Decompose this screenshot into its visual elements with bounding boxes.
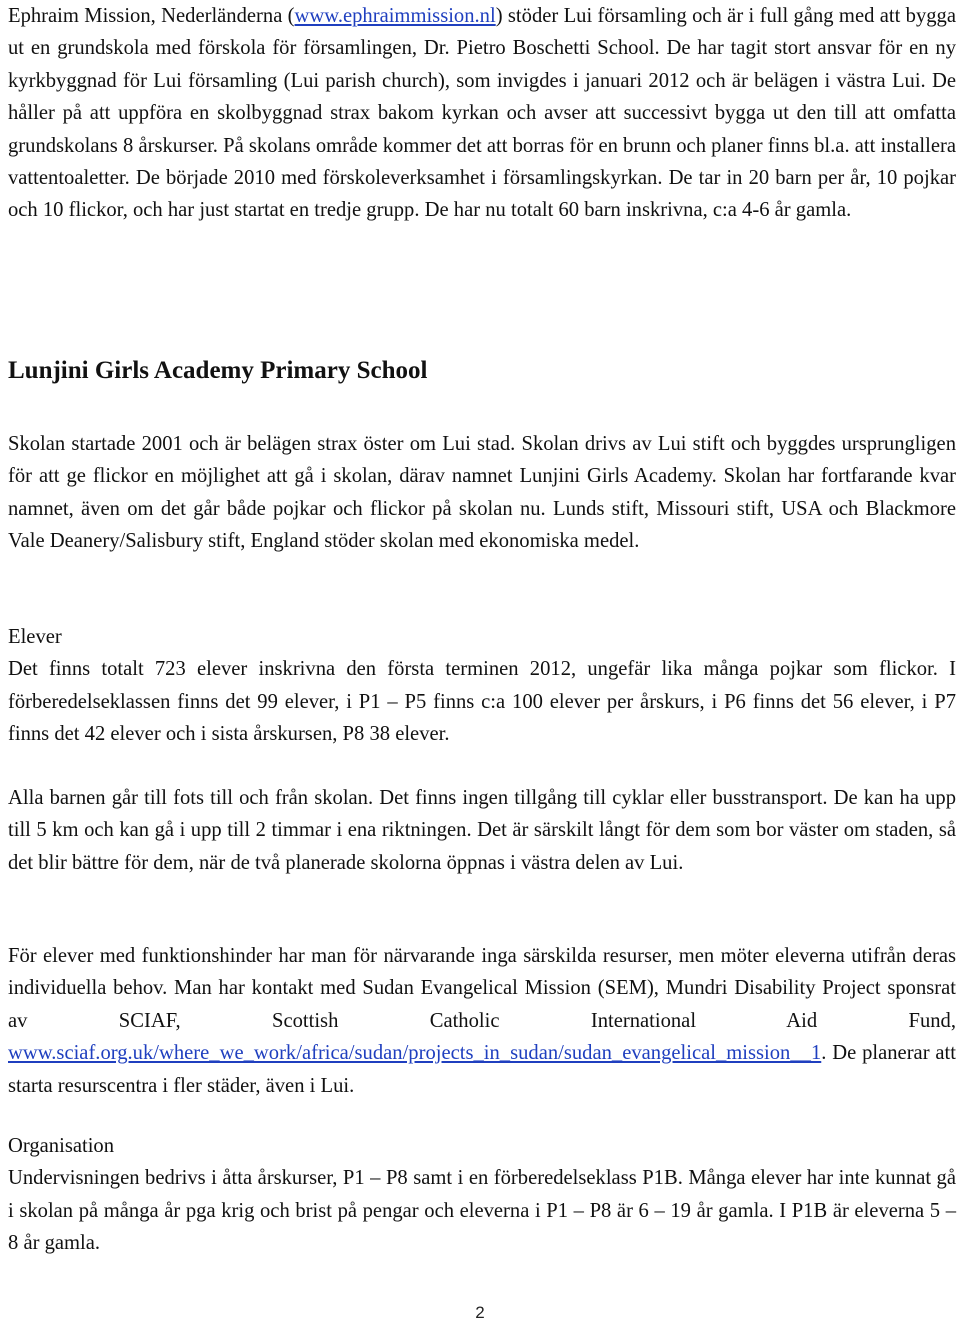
disability-paragraph bbox=[8, 940, 956, 1102]
organisation-text: Undervisningen bedrivs i åtta årskurser, P1 – P8 samt i en förberedelseklass P1B. Många elever har inte kunnat gå i skolan på många år pga krig och brist på pengar och eleverna i P1 – P8 är 6 – 19 år gamla. I P1B är eleverna 5 – 8 år gamla. bbox=[8, 1167, 956, 1255]
organisation-subheading: Organisation bbox=[8, 1135, 115, 1157]
intro-text-start: Ephraim Mission, Nederländerna ( bbox=[8, 5, 295, 27]
page-number: 2 bbox=[475, 1303, 485, 1322]
elever-section bbox=[8, 621, 956, 751]
school-paragraph: Skolan startade 2001 och är belägen strax öster om Lui stad. Skolan drivs av Lui stift och byggdes ursprungligen för att ge flickor en möjlighet att gå i skolan, därav namnet Lunjini Girls Academy. Skolan har fortfarande kvar namnet, även om det går både pojkar och flickor på skolan nu. Lunds stift, Missouri stift, USA och Blackmore Vale Deanery/Salisbury stift, England stöder skolan med ekonomiska medel. bbox=[8, 433, 956, 553]
sciaf-link[interactable]: www.sciaf.org.uk/where_we_work/africa/sudan/projects_in_sudan/sudan_evangelical_mission__1 bbox=[8, 1042, 822, 1065]
intro-paragraph bbox=[8, 0, 956, 227]
section-heading: Lunjini Girls Academy Primary School bbox=[8, 357, 428, 384]
elever-subheading: Elever bbox=[8, 626, 62, 648]
elever-text: Det finns totalt 723 elever inskrivna den första terminen 2012, ungefär lika många pojkar som flickor. I förberedelseklassen finns det 99 elever, i P1 – P5 finns c:a 100 elever per årskurs, i P6 finns det 56 elever, i P7 finns det 42 elever och i sista årskursen, P8 38 elever. bbox=[8, 658, 956, 746]
disability-text-rest: . De planerar att starta resurscentra i fler städer, även i Lui. bbox=[8, 1042, 956, 1097]
intro-text-rest: ) stöder Lui församling och är i full gång med att bygga ut en grundskola med förskola för församlingen, Dr. Pietro Boschetti School. De har tagit stort ansvar för en ny kyrkbyggnad för Lui församling (Lui parish church), som invigdes i januari 2012 och är belägen i västra Lui. De håller på att uppföra en skolbyggnad strax bakom kyrkan och avser att successivt bygga ut den till att omfatta grundskolans 8 årskurser. På skolans område kommer det att borras för en brunn och planer finns bl.a. att installera vattentoaletter. De började 2010 med förskoleverksamhet i församlingskyrkan. De tar in 20 barn per år, 10 pojkar och 10 flickor, och har just startat en tredje grupp. De har nu totalt 60 barn inskrivna, c:a 4-6 år gamla. bbox=[8, 5, 956, 222]
organisation-section bbox=[8, 1130, 956, 1260]
transport-paragraph: Alla barnen går till fots till och från skolan. Det finns ingen tillgång till cyklar eller busstransport. De kan ha upp till 5 km och kan gå i upp till 2 timmar i ena riktningen. Det är särskilt långt för dem som bor väster om staden, så det blir bättre för dem, när de två planerade skolorna öppnas i västra delen av Lui. bbox=[8, 787, 956, 874]
ephraim-mission-link[interactable]: www.ephraimmission.nl bbox=[294, 5, 496, 27]
disability-text-start: För elever med funktionshinder har man för närvarande inga särskilda resurser, men möter eleverna utifrån deras individuella behov. Man har kontakt med Sudan Evangelical Mission (SEM), Mundri Disability Project sponsrat av SCIAF, Scottish Catholic International Aid Fund, bbox=[8, 945, 956, 1032]
